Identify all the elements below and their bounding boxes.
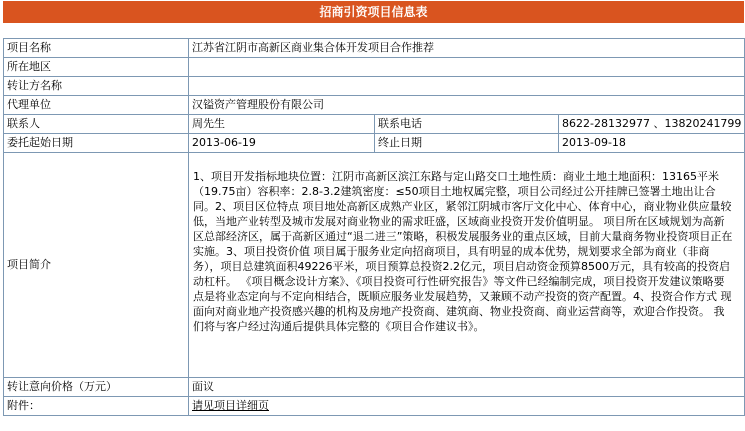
project-intro-text: 1、项目开发指标地块位置：江阴市高新区滨江东路与定山路交口土地性质：商业土地土地面积：13165平米（19.75亩）容积率：2.8-3.2建筑密度：≤50项目土地权属完整，项目公司经过公开挂牌已签署土地出让合同。2、项目区位特点 项目地处高新区成熟产业区，紧邻江阴城市客厅文化中心、体育中心，商业物业供应量较低，当地产业转型及城市发展对商业物业的需求旺盛，区域商业投资开发价值明显。 项目所在区域规划为高新区总部经济区，属于高新区通过“退二进三”策略，积极发展服务业的重点区域，目前大量商务物业投资项目正在实施。3、项目投资价值 项目属于服务业定向招商项目，具有明显的成本优势，规划要求全部为商业（非商务），项目总建筑面积49226平米，项目预算总投资2.2亿元，项目启动资金预算8500万元，具有较高的投资启动杠杆。 《项目概念设计方案》、《项目投资可行性研究报告》等文件已经编制完成，项目投资开发建议策略要点是将业态定向与不定向相结合，既顺应服务业发展趋势，又兼顾不动产投资的资产配置。4、投资合作方式 现面向对商业地产投资感兴趣的机构及房地产投资商、建筑商、物业投资商、商业运营商等，欢迎合作投资。 我们将与客户经过沟通后提供具体完整的《项目合作建议书》。 — [193, 170, 733, 333]
table-row-transferor — [4, 77, 745, 96]
label-project-name: 项目名称 — [4, 39, 189, 58]
value-region — [189, 58, 745, 77]
table-row-intro — [4, 153, 745, 378]
label-intro: 项目简介 — [4, 153, 189, 378]
value-price: 面议 — [189, 378, 745, 397]
page-title: 招商引资项目信息表 — [3, 1, 744, 23]
project-info-table — [3, 38, 745, 416]
table-row-price — [4, 378, 745, 397]
label-attachment: 附件： — [4, 397, 189, 416]
value-transferor — [189, 77, 745, 96]
value-attachment-cell — [189, 397, 745, 416]
value-end-date: 2013-09-18 — [559, 134, 745, 153]
table-row-dates — [4, 134, 745, 153]
label-start-date: 委托起始日期 — [4, 134, 189, 153]
value-intro-cell — [189, 153, 745, 378]
value-project-name: 江苏省江阴市高新区商业集合体开发项目合作推荐 — [189, 39, 745, 58]
label-contact: 联系人 — [4, 115, 189, 134]
label-transferor: 转让方名称 — [4, 77, 189, 96]
table-row-attachment — [4, 397, 745, 416]
table-row-agent — [4, 96, 745, 115]
label-agent: 代理单位 — [4, 96, 189, 115]
label-price: 转让意向价格（万元） — [4, 378, 189, 397]
table-row-project-name — [4, 39, 745, 58]
value-agent: 汉镒资产管理股份有限公司 — [189, 96, 745, 115]
value-start-date: 2013-06-19 — [189, 134, 375, 153]
value-phone: 8622-28132977 、13820241799 — [559, 115, 745, 134]
value-contact: 周先生 — [189, 115, 375, 134]
label-region: 所在地区 — [4, 58, 189, 77]
table-row-contact — [4, 115, 745, 134]
label-phone: 联系电话 — [375, 115, 559, 134]
table-row-region — [4, 58, 745, 77]
attachment-link[interactable]: 请见项目详细页 — [192, 399, 269, 412]
label-end-date: 终止日期 — [375, 134, 559, 153]
